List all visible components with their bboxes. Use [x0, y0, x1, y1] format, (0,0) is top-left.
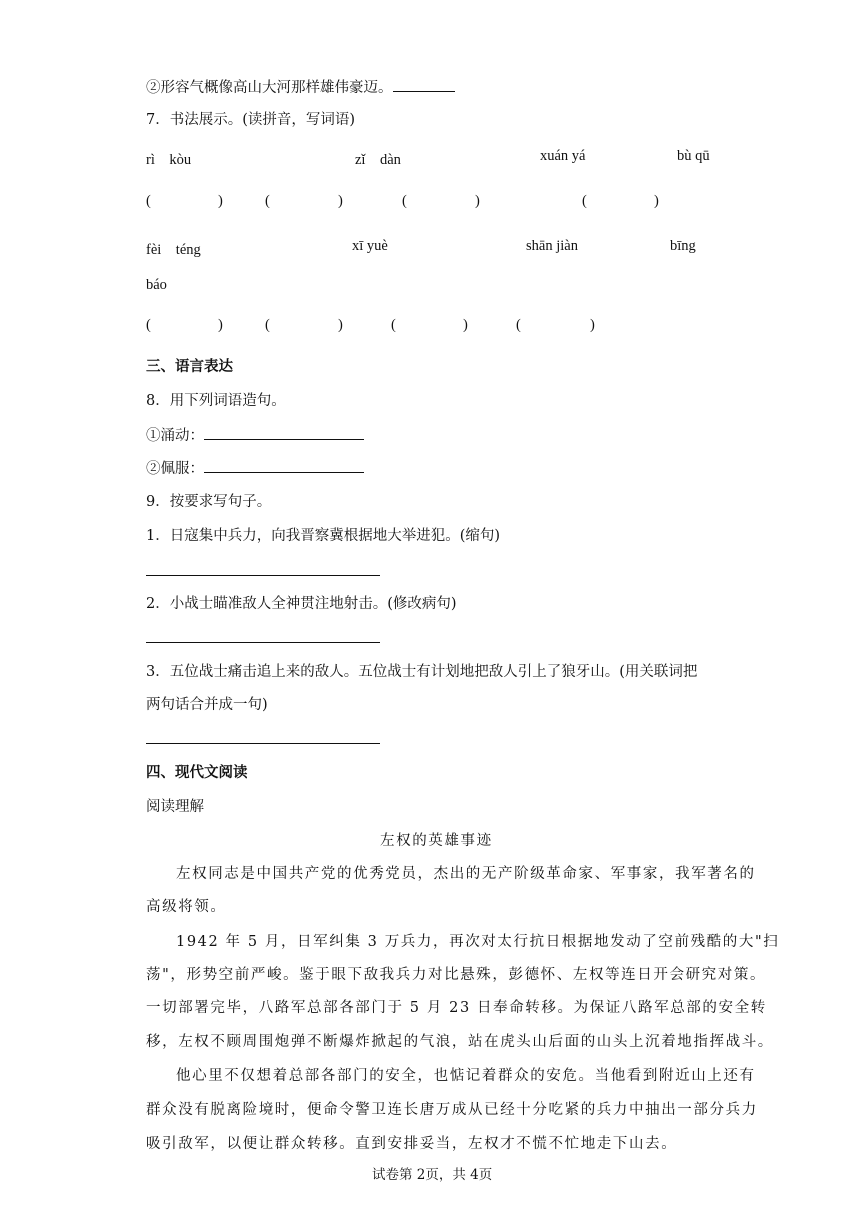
q9-item-2: 2．小战士瞄准敌人全神贯注地射击。(修改病句): [146, 596, 457, 612]
pinyin-4: bù qū: [677, 148, 710, 164]
paren-open: (: [402, 193, 407, 209]
q6-item-2-text: ②形容气概像高山大河那样雄伟豪迈。: [146, 80, 393, 96]
paren-open: (: [516, 317, 521, 333]
article-p1-line-2: 高级将领。: [146, 899, 227, 915]
q8-item-1-label: ①涌动：: [146, 428, 204, 444]
q9-item-3-answer-line[interactable]: [146, 743, 380, 744]
paren-close: ): [590, 317, 595, 333]
paren-open: (: [146, 193, 151, 209]
article-p1-line-1: 左权同志是中国共产党的优秀党员，杰出的无产阶级革命家、军事家，我军著名的: [176, 866, 756, 882]
article-p2-line-3: 一切部署完毕，八路军总部各部门于 5 月 23 日奉命转移。为保证八路军总部的安全转: [146, 1000, 767, 1016]
paren-open: (: [146, 317, 151, 333]
q9-item-1-answer-line[interactable]: [146, 575, 380, 576]
article-title: 左权的英雄事迹: [380, 833, 493, 849]
paren-close: ): [463, 317, 468, 333]
article-p2-line-4: 移，左权不顾周围炮弹不断爆炸掀起的气浪，站在虎头山后面的山头上沉着地指挥战斗。: [146, 1034, 774, 1050]
article-p2-line-2: 荡"，形势空前严峻。鉴于眼下敌我兵力对比悬殊，彭德怀、左权等连日开会研究对策。: [146, 967, 767, 983]
paren-open: (: [265, 193, 270, 209]
pinyin-6: xī yuè: [352, 238, 388, 254]
paren-close: ): [338, 317, 343, 333]
pinyin-7: shān jiàn: [526, 238, 578, 254]
paren-close: ): [218, 193, 223, 209]
paren-open: (: [265, 317, 270, 333]
q8-item-2-blank[interactable]: [204, 458, 364, 473]
q8-item-2-label: ②佩服：: [146, 461, 204, 477]
q9-item-3-line-1: 3．五位战士痛击追上来的敌人。五位战士有计划地把敌人引上了狼牙山。(用关联词把: [146, 664, 698, 680]
paren-close: ): [475, 193, 480, 209]
pinyin-1: rì kòu: [146, 152, 192, 168]
q8-item-1-blank[interactable]: [204, 425, 364, 440]
pinyin-2: zǐ dàn: [355, 152, 401, 168]
pinyin-5: fèi téng: [146, 242, 201, 258]
pinyin-3: xuán yá: [540, 148, 586, 164]
article-p2-line-1: 1942 年 5 月，日军纠集 3 万兵力，再次对太行抗日根据地发动了空前残酷的大"扫: [176, 934, 780, 950]
paren-open: (: [582, 193, 587, 209]
q9-item-3-line-2: 两句话合并成一句): [146, 697, 268, 713]
page-footer: 试卷第 2页，共 4页: [372, 1167, 493, 1183]
q8-item-2: [146, 457, 364, 478]
q8-title: 8．用下列词语造句。: [146, 393, 286, 409]
article-p3-line-1: 他心里不仅想着总部各部门的安全，也惦记着群众的安危。当他看到附近山上还有: [176, 1068, 756, 1084]
section-3-heading: 三、语言表达: [146, 359, 233, 375]
q6-answer-blank[interactable]: [393, 77, 455, 92]
q6-item-2: [146, 76, 455, 97]
q9-item-2-answer-line[interactable]: [146, 642, 380, 643]
q9-title: 9．按要求写句子。: [146, 494, 272, 510]
pinyin-8-wrap: báo: [146, 277, 167, 293]
pinyin-8: bīng: [670, 238, 696, 254]
paren-open: (: [391, 317, 396, 333]
q8-item-1: [146, 424, 364, 445]
section-4-heading: 四、现代文阅读: [146, 765, 248, 781]
paren-close: ): [654, 193, 659, 209]
article-p3-line-3: 吸引敌军，以便让群众转移。直到安排妥当，左权才不慌不忙地走下山去。: [146, 1136, 678, 1152]
paren-close: ): [218, 317, 223, 333]
q7-title: 7．书法展示。(读拼音，写词语): [146, 112, 356, 128]
paren-close: ): [338, 193, 343, 209]
article-p3-line-2: 群众没有脱离险境时，便命令警卫连长唐万成从已经十分吃紧的兵力中抽出一部分兵力: [146, 1102, 758, 1118]
q9-item-1: 1．日寇集中兵力，向我晋察冀根据地大举进犯。(缩句): [146, 528, 501, 544]
reading-label: 阅读理解: [146, 799, 204, 815]
